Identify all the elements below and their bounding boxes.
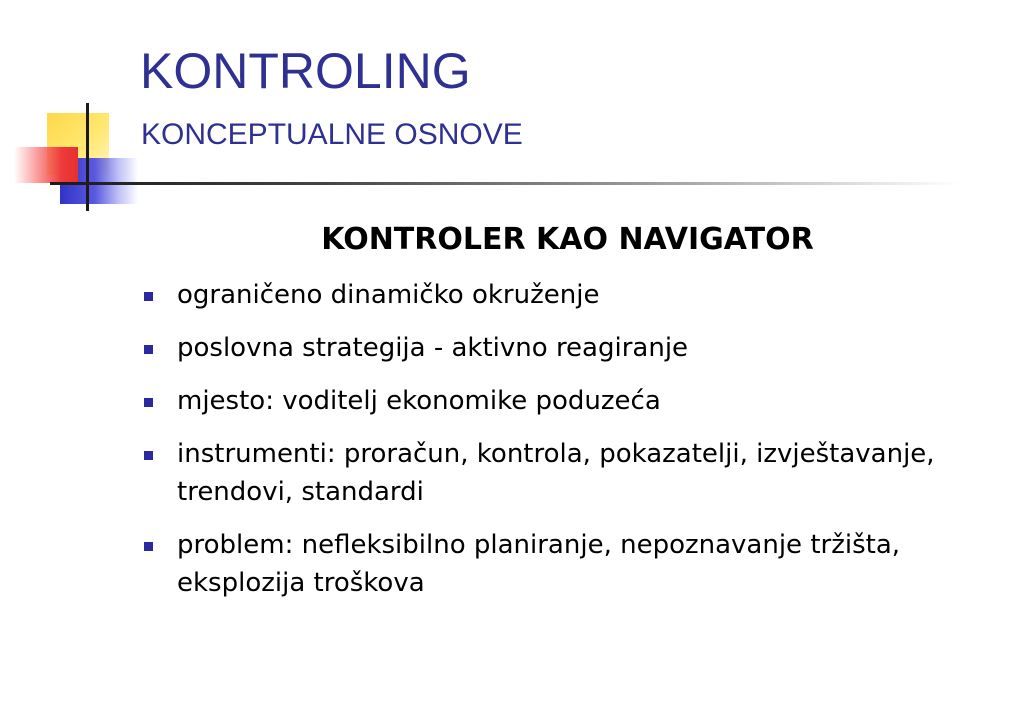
list-item	[140, 382, 1000, 420]
square-bullet-icon	[144, 398, 153, 407]
list-item	[140, 435, 1000, 511]
list-item	[140, 526, 1000, 602]
decorative-squares-logo	[0, 0, 160, 220]
bullet-text: problem: nefleksibilno planiranje, nepoznavanje tržišta, eksplozija troškova	[177, 530, 901, 598]
square-bullet-icon	[144, 345, 153, 354]
square-bullet-icon	[144, 292, 153, 301]
list-item	[140, 329, 1000, 367]
slide-subtitle: KONCEPTUALNE OSNOVE	[141, 118, 523, 151]
bullet-text: mjesto: voditelj ekonomike poduzeća	[177, 386, 661, 416]
bullet-text: poslovna strategija - aktivno reagiranje	[177, 333, 689, 363]
bullet-list	[140, 276, 1000, 617]
bullet-text: ograničeno dinamičko okruženje	[177, 280, 600, 310]
square-bullet-icon	[144, 451, 153, 460]
bullet-text: instrumenti: proračun, kontrola, pokazatelji, izvještavanje, trendovi, standardi	[177, 439, 935, 507]
title-divider	[50, 182, 960, 185]
vertical-divider	[86, 103, 89, 211]
slide-title: KONTROLING	[140, 43, 471, 99]
section-heading: KONTROLER KAO NAVIGATOR	[321, 222, 814, 257]
list-item	[140, 276, 1000, 314]
red-square	[14, 147, 78, 183]
square-bullet-icon	[144, 542, 153, 551]
